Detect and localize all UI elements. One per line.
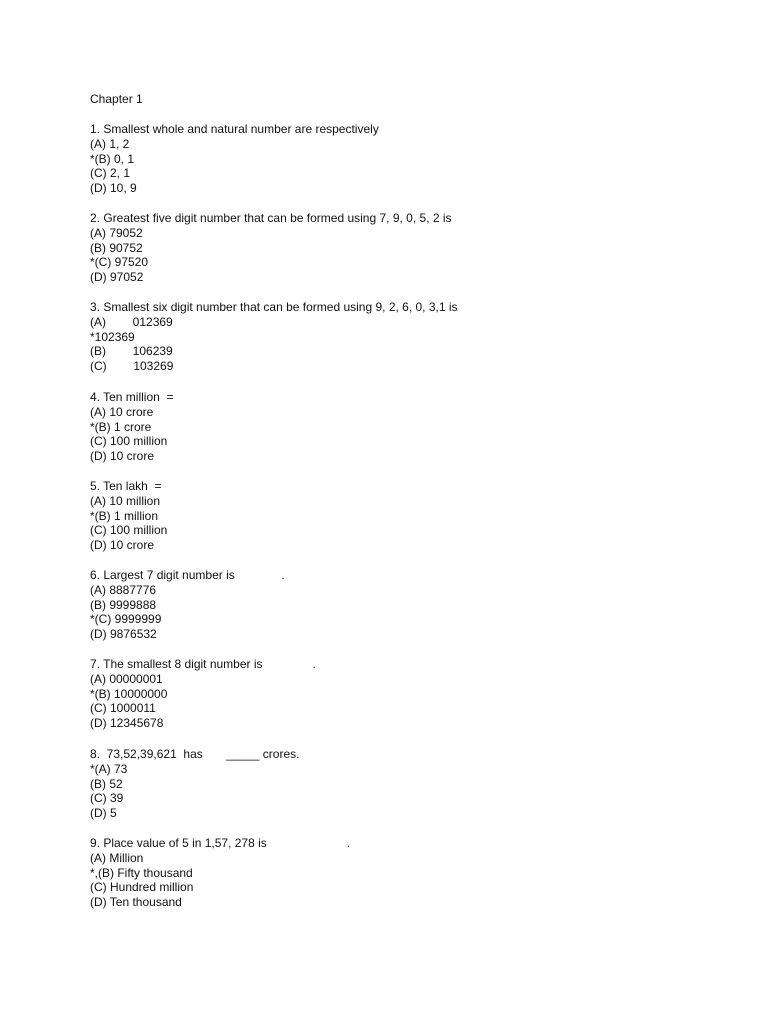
option-b: (B) 52 <box>90 776 123 791</box>
option-a: (A) 00000001 <box>90 671 163 686</box>
option-a: (A) 1, 2 <box>90 136 130 151</box>
question-stem: 2. Greatest five digit number that can be formed using 7, 9, 0, 5, 2 is <box>90 211 452 225</box>
question-stem: 4. Ten million = <box>90 390 174 404</box>
option-a: *(A) 73 <box>90 761 128 776</box>
option-a: (A) 79052 <box>90 225 143 240</box>
option-a: (A) 8887776 <box>90 582 157 597</box>
option-a: (A) 012369 <box>90 314 173 329</box>
option-b: *(B) 1 million <box>90 508 159 523</box>
option-b: *(B) 0, 1 <box>90 151 135 166</box>
chapter-heading: Chapter 1 <box>90 92 143 106</box>
option-d: (D) 10 crore <box>90 538 155 553</box>
option-a: (A) Million <box>90 850 144 865</box>
question-5 <box>90 479 690 553</box>
question-stem: 5. Ten lakh = <box>90 479 162 493</box>
option-d: (D) 10, 9 <box>90 181 137 196</box>
option-d: (D) 5 <box>90 806 117 821</box>
option-b: *(B) 1 crore <box>90 419 152 434</box>
option-b: *(B) 10000000 <box>90 686 168 701</box>
option-c: *(C) 97520 <box>90 255 149 270</box>
option-c: (C) 103269 <box>90 359 174 374</box>
option-a: (A) 10 million <box>90 493 161 508</box>
option-c: (C) Hundred million <box>90 880 194 895</box>
question-stem: 6. Largest 7 digit number is . <box>90 568 285 582</box>
option-c: (C) 1000011 <box>90 701 156 716</box>
option-d: (D) 9876532 <box>90 627 157 642</box>
option-b: (B) 90752 <box>90 240 143 255</box>
option-b: (B) 9999888 <box>90 597 157 612</box>
question-9 <box>90 836 690 910</box>
option-c: (C) 100 million <box>90 434 168 449</box>
question-stem: 3. Smallest six digit number that can be formed using 9, 2, 6, 0, 3,1 is <box>90 300 458 314</box>
question-8 <box>90 747 690 821</box>
option-d: (D) 10 crore <box>90 449 155 464</box>
question-6 <box>90 568 690 642</box>
question-7 <box>90 657 690 731</box>
question-2 <box>90 211 690 285</box>
question-stem: 9. Place value of 5 in 1,57, 278 is . <box>90 836 351 850</box>
question-stem: 1. Smallest whole and natural number are respectively <box>90 122 379 136</box>
option-b: (B) 106239 <box>90 344 173 359</box>
question-stem: 8. 73,52,39,621 has _____ crores. <box>90 747 300 761</box>
question-3 <box>90 300 690 374</box>
option-c: *(C) 9999999 <box>90 612 162 627</box>
question-4 <box>90 390 690 464</box>
option-d: (D) 97052 <box>90 270 144 285</box>
option-c: (C) 39 <box>90 791 124 806</box>
option-c: (C) 100 million <box>90 523 168 538</box>
option-d: (D) 12345678 <box>90 716 164 731</box>
option-c: (C) 2, 1 <box>90 166 131 181</box>
question-stem: 7. The smallest 8 digit number is . <box>90 657 316 671</box>
option-d: (D) Ten thousand <box>90 895 182 910</box>
option-b: *,(B) Fifty thousand <box>90 865 193 880</box>
option-a: (A) 10 crore <box>90 404 154 419</box>
question-1 <box>90 122 690 196</box>
option-marked-answer: *102369 <box>90 329 135 344</box>
